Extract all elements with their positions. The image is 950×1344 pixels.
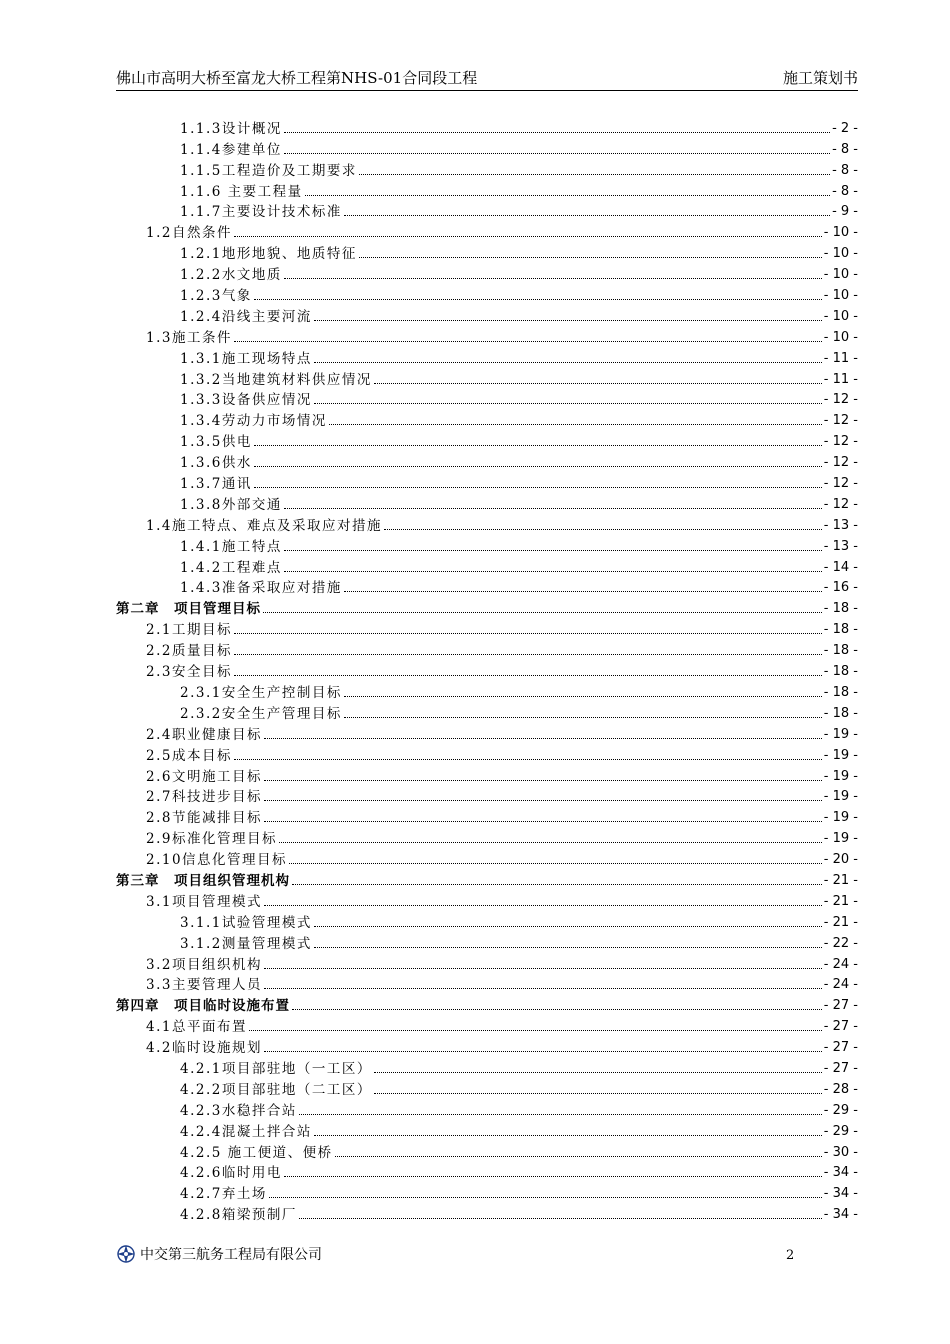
toc-entry-title: 1.2.3气象 — [180, 288, 252, 305]
toc-entry-page: - 12 - — [823, 476, 858, 492]
toc-entry-title: 1.4.1施工特点 — [180, 538, 282, 555]
toc-leader-dots — [254, 445, 822, 446]
toc-entry-page: - 12 - — [823, 455, 858, 471]
toc-entry[interactable] — [116, 283, 858, 304]
toc-entry-page: - 27 - — [823, 1040, 858, 1056]
toc-entry-page: - 10 - — [823, 267, 858, 283]
toc-entry[interactable] — [116, 596, 858, 617]
toc-entry[interactable] — [116, 325, 858, 346]
toc-entry-page: - 10 - — [823, 288, 858, 304]
toc-entry-title: 1.3.1施工现场特点 — [180, 350, 312, 367]
toc-entry[interactable] — [116, 576, 858, 597]
toc-entry[interactable] — [116, 137, 858, 158]
toc-entry-page: - 18 - — [823, 664, 858, 680]
toc-entry-title: 1.1.5工程造价及工期要求 — [180, 162, 357, 179]
toc-entry-title: 4.2.8箱梁预制厂 — [180, 1207, 297, 1224]
toc-entry-page: - 18 - — [823, 643, 858, 659]
toc-entry[interactable] — [116, 952, 858, 973]
toc-leader-dots — [299, 1218, 822, 1219]
toc-entry-title: 4.2.7弃土场 — [180, 1186, 267, 1203]
toc-entry-title: 4.2.3水稳拌合站 — [180, 1102, 297, 1119]
header-document-type: 施工策划书 — [782, 69, 858, 87]
toc-entry-page: - 2 - — [832, 120, 858, 136]
toc-entry-page: - 19 - — [823, 726, 858, 742]
toc-entry[interactable] — [116, 1161, 858, 1182]
toc-entry[interactable] — [116, 931, 858, 952]
toc-entry-page: - 12 - — [823, 413, 858, 429]
toc-entry[interactable] — [116, 910, 858, 931]
toc-entry-title: 3.1项目管理模式 — [146, 893, 262, 910]
toc-leader-dots — [359, 174, 830, 175]
toc-entry-page: - 14 - — [823, 559, 858, 575]
toc-entry-page: - 10 - — [823, 225, 858, 241]
toc-entry-page: - 19 - — [823, 747, 858, 763]
toc-leader-dots — [314, 1135, 822, 1136]
toc-entry-title: 1.1.7主要设计技术标准 — [180, 204, 342, 221]
toc-entry-page: - 34 - — [823, 1207, 858, 1223]
toc-entry-page: - 11 - — [823, 350, 858, 366]
toc-leader-dots — [292, 1009, 822, 1010]
toc-leader-dots — [344, 591, 822, 592]
toc-entry-title: 1.4.2工程难点 — [180, 559, 282, 576]
toc-entry[interactable] — [116, 513, 858, 534]
toc-entry-title: 2.4职业健康目标 — [146, 726, 262, 743]
toc-entry-title: 1.1.4参建单位 — [180, 141, 282, 158]
toc-entry-page: - 27 - — [823, 1060, 858, 1076]
toc-entry[interactable] — [116, 241, 858, 262]
toc-leader-dots — [254, 299, 822, 300]
toc-entry-page: - 24 - — [823, 977, 858, 993]
toc-entry[interactable] — [116, 785, 858, 806]
toc-entry-title: 4.2.5 施工便道、便桥 — [180, 1144, 333, 1161]
toc-entry[interactable] — [116, 1056, 858, 1077]
toc-leader-dots — [234, 236, 822, 237]
toc-entry[interactable] — [116, 408, 858, 429]
toc-entry-title: 1.3.8外部交通 — [180, 496, 282, 513]
toc-entry-page: - 10 - — [823, 329, 858, 345]
toc-leader-dots — [284, 132, 830, 133]
toc-leader-dots — [384, 529, 822, 530]
toc-entry[interactable] — [116, 220, 858, 241]
page-header — [116, 66, 858, 91]
toc-entry-title: 1.3施工条件 — [146, 329, 232, 346]
toc-entry-page: - 21 - — [823, 872, 858, 888]
toc-entry[interactable] — [116, 659, 858, 680]
toc-entry[interactable] — [116, 889, 858, 910]
toc-entry-page: - 29 - — [823, 1123, 858, 1139]
toc-entry-page: - 8 - — [832, 141, 858, 157]
toc-entry-page: - 10 - — [823, 308, 858, 324]
toc-entry-page: - 16 - — [823, 580, 858, 596]
toc-entry-title: 1.4施工特点、难点及采取应对措施 — [146, 517, 382, 534]
toc-entry-page: - 10 - — [823, 246, 858, 262]
toc-entry[interactable] — [116, 179, 858, 200]
toc-entry-title: 1.3.7通讯 — [180, 476, 252, 493]
toc-entry[interactable] — [116, 743, 858, 764]
toc-leader-dots — [359, 257, 822, 258]
toc-leader-dots — [264, 988, 822, 989]
toc-entry-page: - 12 - — [823, 392, 858, 408]
toc-entry-title: 2.3.1安全生产控制目标 — [180, 684, 342, 701]
toc-entry-title: 1.2.1地形地貌、地质特征 — [180, 246, 357, 263]
toc-entry[interactable] — [116, 1202, 858, 1223]
toc-leader-dots — [284, 571, 822, 572]
toc-leader-dots — [329, 424, 822, 425]
toc-entry-page: - 18 - — [823, 684, 858, 700]
toc-leader-dots — [314, 926, 822, 927]
toc-entry-page: - 28 - — [823, 1081, 858, 1097]
toc-entry[interactable] — [116, 722, 858, 743]
toc-entry-title: 1.3.3设备供应情况 — [180, 392, 312, 409]
toc-entry-title: 2.2质量目标 — [146, 643, 232, 660]
toc-leader-dots — [234, 759, 822, 760]
header-project-title: 佛山市高明大桥至富龙大桥工程第NHS-01合同段工程 — [116, 69, 478, 87]
toc-entry-page: - 24 - — [823, 956, 858, 972]
toc-entry-page: - 19 - — [823, 831, 858, 847]
toc-leader-dots — [254, 466, 822, 467]
toc-entry[interactable] — [116, 826, 858, 847]
toc-entry-page: - 8 - — [832, 162, 858, 178]
toc-leader-dots — [374, 1093, 822, 1094]
toc-leader-dots — [299, 1114, 822, 1115]
toc-entry[interactable] — [116, 429, 858, 450]
toc-leader-dots — [344, 215, 830, 216]
toc-leader-dots — [263, 612, 822, 613]
toc-leader-dots — [264, 738, 822, 739]
toc-entry[interactable] — [116, 993, 858, 1014]
toc-entry-page: - 19 - — [823, 789, 858, 805]
toc-entry-title: 2.3.2安全生产管理目标 — [180, 705, 342, 722]
toc-entry-page: - 13 - — [823, 538, 858, 554]
toc-entry-title: 1.3.4劳动力市场情况 — [180, 413, 327, 430]
toc-entry[interactable] — [116, 1119, 858, 1140]
toc-entry-title: 1.2自然条件 — [146, 225, 232, 242]
toc-entry[interactable] — [116, 1077, 858, 1098]
toc-entry-page: - 19 - — [823, 810, 858, 826]
toc-entry-title: 1.4.3准备采取应对措施 — [180, 580, 342, 597]
toc-entry-page: - 29 - — [823, 1102, 858, 1118]
toc-entry-title: 1.3.6供水 — [180, 455, 252, 472]
toc-entry[interactable] — [116, 492, 858, 513]
toc-entry[interactable] — [116, 973, 858, 994]
toc-entry[interactable] — [116, 304, 858, 325]
toc-entry[interactable] — [116, 805, 858, 826]
toc-leader-dots — [314, 362, 822, 363]
toc-entry[interactable] — [116, 262, 858, 283]
toc-leader-dots — [254, 487, 822, 488]
toc-leader-dots — [234, 633, 822, 634]
toc-entry-title: 2.9标准化管理目标 — [146, 831, 277, 848]
toc-entry-page: - 8 - — [832, 183, 858, 199]
toc-leader-dots — [344, 717, 822, 718]
toc-entry-title: 2.3安全目标 — [146, 664, 232, 681]
toc-leader-dots — [284, 550, 822, 551]
toc-leader-dots — [234, 675, 822, 676]
toc-entry[interactable] — [116, 764, 858, 785]
company-logo-icon — [116, 1244, 136, 1264]
toc-entry-title: 第三章 项目组织管理机构 — [116, 872, 290, 889]
toc-leader-dots — [264, 780, 822, 781]
toc-entry-title: 2.1工期目标 — [146, 622, 232, 639]
toc-entry-title: 4.2临时设施规划 — [146, 1040, 262, 1057]
toc-entry-title: 4.2.1项目部驻地（一工区） — [180, 1060, 372, 1077]
toc-entry-page: - 18 - — [823, 705, 858, 721]
toc-leader-dots — [234, 341, 822, 342]
toc-entry-title: 2.10信息化管理目标 — [146, 852, 288, 869]
toc-entry[interactable] — [116, 158, 858, 179]
toc-entry-title: 1.2.2水文地质 — [180, 267, 282, 284]
toc-entry[interactable] — [116, 346, 858, 367]
toc-entry-page: - 12 - — [823, 434, 858, 450]
toc-entry[interactable] — [116, 638, 858, 659]
toc-entry[interactable] — [116, 1035, 858, 1056]
toc-entry-page: - 19 - — [823, 768, 858, 784]
toc-leader-dots — [264, 1051, 822, 1052]
footer-company-name: 中交第三航务工程局有限公司 — [140, 1247, 322, 1263]
toc-leader-dots — [314, 320, 822, 321]
toc-entry[interactable] — [116, 617, 858, 638]
toc-leader-dots — [279, 842, 822, 843]
toc-entry[interactable] — [116, 367, 858, 388]
toc-entry-page: - 27 - — [823, 998, 858, 1014]
toc-entry-title: 第二章 项目管理目标 — [116, 601, 261, 618]
toc-leader-dots — [289, 863, 822, 864]
toc-entry[interactable] — [116, 847, 858, 868]
toc-leader-dots — [284, 153, 830, 154]
toc-leader-dots — [305, 195, 830, 196]
toc-entry[interactable] — [116, 1098, 858, 1119]
page-footer — [116, 1244, 322, 1264]
toc-entry-page: - 22 - — [823, 935, 858, 951]
toc-leader-dots — [344, 696, 822, 697]
toc-entry-title: 4.2.4混凝土拌合站 — [180, 1123, 312, 1140]
toc-entry-page: - 20 - — [823, 852, 858, 868]
toc-entry-page: - 12 - — [823, 496, 858, 512]
table-of-contents — [116, 116, 858, 1223]
toc-leader-dots — [284, 1176, 822, 1177]
page-number: 2 — [786, 1248, 795, 1263]
toc-entry[interactable] — [116, 868, 858, 889]
toc-leader-dots — [284, 508, 822, 509]
toc-entry[interactable] — [116, 1140, 858, 1161]
toc-entry[interactable] — [116, 450, 858, 471]
toc-entry-title: 2.8节能减排目标 — [146, 810, 262, 827]
toc-entry-title: 3.1.2测量管理模式 — [180, 935, 312, 952]
toc-entry-page: - 9 - — [832, 204, 858, 220]
toc-entry-title: 3.2项目组织机构 — [146, 956, 262, 973]
toc-entry-page: - 18 - — [823, 601, 858, 617]
toc-leader-dots — [264, 821, 822, 822]
toc-leader-dots — [284, 278, 822, 279]
toc-entry-page: - 27 - — [823, 1019, 858, 1035]
toc-entry-title: 1.2.4沿线主要河流 — [180, 308, 312, 325]
toc-leader-dots — [374, 1072, 822, 1073]
toc-leader-dots — [314, 403, 822, 404]
toc-entry[interactable] — [116, 200, 858, 221]
toc-entry-page: - 21 - — [823, 893, 858, 909]
toc-entry[interactable] — [116, 555, 858, 576]
toc-entry-title: 1.1.3设计概况 — [180, 120, 282, 137]
toc-entry[interactable] — [116, 701, 858, 722]
toc-entry-title: 1.1.6 主要工程量 — [180, 183, 303, 200]
toc-entry-title: 3.1.1试验管理模式 — [180, 914, 312, 931]
toc-entry-title: 4.2.6临时用电 — [180, 1165, 282, 1182]
toc-leader-dots — [292, 884, 822, 885]
toc-entry-page: - 34 - — [823, 1186, 858, 1202]
toc-entry-title: 1.3.2当地建筑材料供应情况 — [180, 371, 372, 388]
toc-entry[interactable] — [116, 1014, 858, 1035]
toc-entry-page: - 13 - — [823, 517, 858, 533]
toc-leader-dots — [335, 1156, 822, 1157]
toc-entry-page: - 30 - — [823, 1144, 858, 1160]
toc-entry-title: 2.7科技进步目标 — [146, 789, 262, 806]
toc-leader-dots — [234, 654, 822, 655]
toc-entry-title: 2.6文明施工目标 — [146, 768, 262, 785]
toc-entry-title: 4.1总平面布置 — [146, 1019, 247, 1036]
toc-leader-dots — [314, 947, 822, 948]
toc-entry-page: - 34 - — [823, 1165, 858, 1181]
toc-leader-dots — [264, 905, 822, 906]
toc-entry[interactable] — [116, 471, 858, 492]
toc-entry-title: 2.5成本目标 — [146, 747, 232, 764]
toc-entry-page: - 18 - — [823, 622, 858, 638]
toc-entry-title: 第四章 项目临时设施布置 — [116, 998, 290, 1015]
toc-leader-dots — [269, 1197, 822, 1198]
toc-leader-dots — [374, 383, 822, 384]
toc-entry[interactable] — [116, 534, 858, 555]
toc-entry-page: - 21 - — [823, 914, 858, 930]
toc-leader-dots — [264, 800, 822, 801]
toc-leader-dots — [264, 968, 822, 969]
toc-entry-title: 3.3主要管理人员 — [146, 977, 262, 994]
toc-entry-title: 4.2.2项目部驻地（二工区） — [180, 1081, 372, 1098]
toc-entry[interactable] — [116, 1181, 858, 1202]
toc-entry[interactable] — [116, 680, 858, 701]
toc-entry-page: - 11 - — [823, 371, 858, 387]
toc-entry[interactable] — [116, 388, 858, 409]
toc-leader-dots — [249, 1030, 822, 1031]
toc-entry[interactable] — [116, 116, 858, 137]
toc-entry-title: 1.3.5供电 — [180, 434, 252, 451]
